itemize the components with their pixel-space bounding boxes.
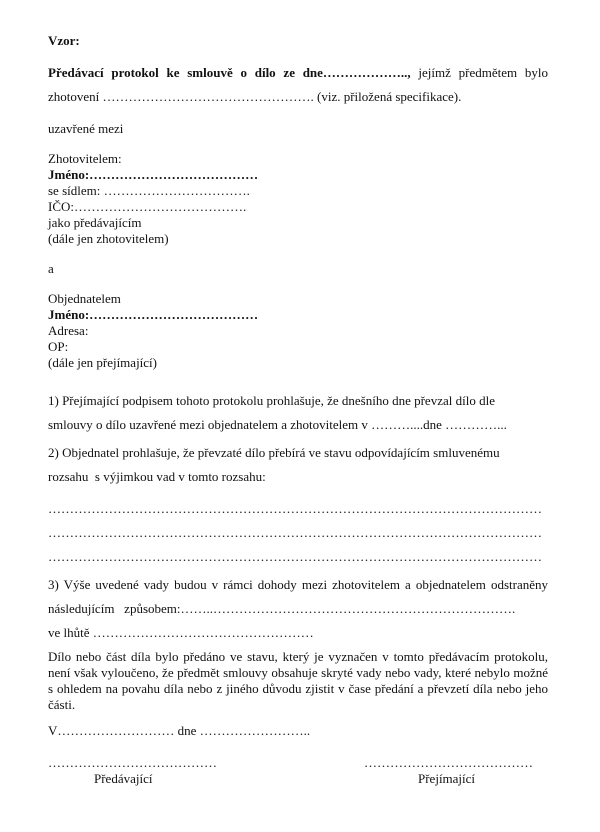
client-name: Jméno:………………………………… <box>48 307 259 322</box>
intro-subject: jejímž předmětem bylo <box>410 65 548 80</box>
clause-2-blank-line-1: …………………………………………………………………………………………………… <box>48 502 542 515</box>
clause-2-line-2: rozsahu s výjimkou vad v tomto rozsahu: <box>48 469 266 484</box>
intro-line-1 <box>48 66 548 79</box>
note-line-3: s ohledem na povahu díla nebo z jiného důvodu zjistit v čase předání a převzetí díla nebo jeho <box>48 681 548 696</box>
clause-3-line-3: ve lhůtě …………………………………………… <box>48 625 314 640</box>
contractor-role: jako předávajícím <box>48 215 142 230</box>
clause-2-blank-line-2: …………………………………………………………………………………………………… <box>48 526 542 539</box>
contractor-label: Zhotovitelem: <box>48 151 122 166</box>
note-line-2: není však vyloučeno, že předmět smlouvy obsahuje skryté vady nebo vady, které nebylo možné <box>48 665 548 680</box>
note-line-1: Dílo nebo část díla bylo předáno ve stavu, který je vyznačen v tomto předávacím protokolu, <box>48 649 548 664</box>
clause-1-line-2: smlouvy o dílo uzavřené mezi objednatelem a zhotovitelem v ………....dne …………... <box>48 417 507 432</box>
signature-line-right: ………………………………… <box>364 755 533 770</box>
client-alias: (dále jen přejímající) <box>48 355 158 370</box>
note-line-4: části. <box>48 697 76 712</box>
place-date-line: V……………………… dne …………………….. <box>48 723 311 738</box>
document-heading: Vzor: <box>48 33 80 48</box>
intro-line-2: zhotovení …………………………………………. (viz. přiložená specifikace). <box>48 89 462 104</box>
signature-label-right: Přejímající <box>418 771 476 786</box>
signature-label-left: Předávající <box>94 771 153 786</box>
and-label: a <box>48 261 54 276</box>
clause-3-line-1: 3) Výše uvedené vady budou v rámci dohody mezi zhotovitelem a objednatelem odstraněny <box>48 577 548 592</box>
contractor-ico: IČO:…………………………………. <box>48 199 247 214</box>
client-op: OP: <box>48 339 69 354</box>
intro-title: Předávací protokol ke smlouvě o dílo ze dne……………….., <box>48 65 411 80</box>
clause-1-line-1: 1) Přejímající podpisem tohoto protokolu prohlašuje, že dnešního dne převzal dílo dle <box>48 393 495 408</box>
contractor-seat: se sídlem: ……………………………. <box>48 183 250 198</box>
signature-line-left: ………………………………… <box>48 755 217 770</box>
clause-2-line-1: 2) Objednatel prohlašuje, že převzaté dílo přebírá ve stavu odpovídajícím smluvenému <box>48 445 500 460</box>
clause-3-line-2: následujícím způsobem:……..……………………………………………………………. <box>48 601 516 616</box>
clause-2-blank-line-3: …………………………………………………………………………………………………… <box>48 550 542 563</box>
between-label: uzavřené mezi <box>48 121 124 136</box>
client-label: Objednatelem <box>48 291 121 306</box>
client-address: Adresa: <box>48 323 89 338</box>
contractor-alias: (dále jen zhotovitelem) <box>48 231 169 246</box>
contractor-name: Jméno:………………………………… <box>48 167 259 182</box>
